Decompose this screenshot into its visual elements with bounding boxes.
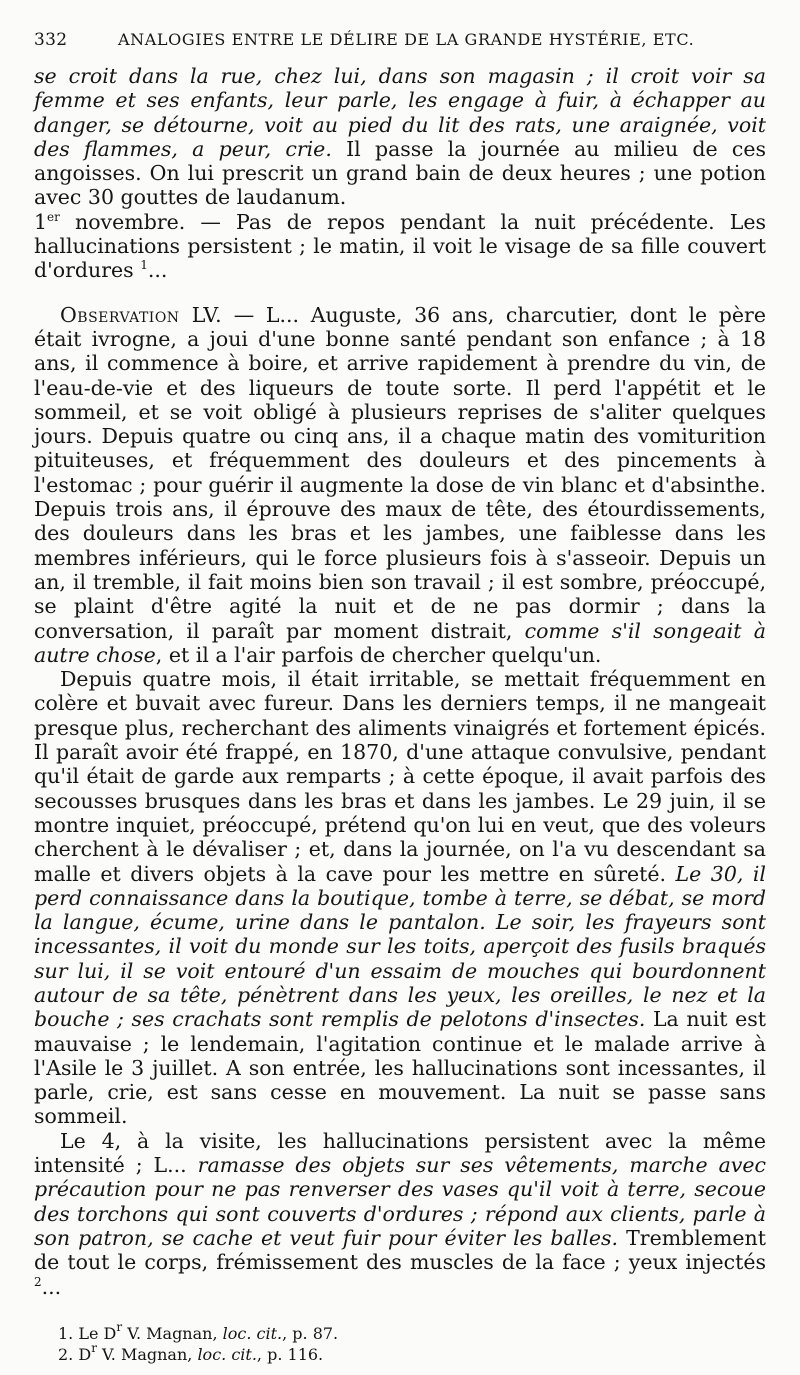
page-header: [34, 30, 766, 64]
footnote: [58, 1319, 766, 1344]
text-run: D: [78, 1344, 92, 1364]
text-run: V. Magnan,: [96, 1344, 198, 1364]
text-run: La nuit est mauvaise ; le lendemain, l'agitation continue et le malade arrive à l'Asile le 3 juillet. A son entrée, les hallucinations sont incessantes, il parle, crie, est sans cesse en mouvement. La nuit se passe sans sommeil.: [34, 1007, 766, 1129]
italic-text: comme s'il songeait à autre chose: [34, 618, 766, 667]
text-run: Il passe la journée au milieu de ces angoisses. On lui prescrit un grand bain de deux heures ; une potion avec 30 gouttes de laudanum.: [34, 136, 766, 210]
footnote-ref: 1: [140, 258, 148, 273]
italic-text: ramasse des objets sur ses vêtements, marche avec précaution pour ne pas renverser des vases qu'il voit à terre, secoue des torchons qui sont couverts d'ordures ; répond aux clients, parle à son patron, se cache et veut fuir pour éviter les balles.: [34, 1153, 766, 1250]
paragraph-observation: [34, 303, 766, 667]
text-run: 1: [34, 209, 48, 234]
page-body: [34, 64, 766, 1299]
footnote: [58, 1340, 766, 1365]
text-run: Le D: [78, 1323, 117, 1343]
text-run: — L... Auguste, 36 ans, charcutier, dont le père était ivrogne, a joui d'une bonne santé pendant son enfance ; à 18 ans, il commence à boire, et arrive rapidement à prendre du vin, de l'eau-de-vie et des liqueurs de toute sorte. Il perd l'appétit et le sommeil, et se voit obligé à plusieurs reprises de s'aliter quelques jours. Depuis quatre ou cinq ans, il a chaque matin des vomiturition pituiteuses, et fréquemment des douleurs et des pincements à l'estomac ; pour guérir il augmente la dose de vin blanc et d'absinthe. Depuis trois ans, il éprouve des maux de tête, des étourdissements, des douleurs dans les bras et les jambes, une faiblesse dans les membres inférieurs, qui le force plusieurs fois à s'asseoir. Depuis un an, il tremble, il fait moins bien son travail ; il est sombre, préoccupé, se plaint d'être agité la nuit et de ne pas dormir ; dans la conversation, il paraît par moment distrait,: [34, 302, 766, 643]
italic-text: loc. cit.: [197, 1344, 257, 1364]
text-run: , p. 116.: [256, 1344, 324, 1364]
paragraph-history: [34, 667, 766, 1129]
italic-text: loc. cit.: [222, 1323, 283, 1343]
text-run: Tremblement de tout le corps, frémissement des muscles de la face ; yeux injectés: [34, 1225, 766, 1275]
text-run: , p. 87.: [282, 1323, 339, 1343]
observation-label: Observation LV.: [60, 302, 223, 327]
text-run: novembre. — Pas de repos pendant la nuit précédente. Les hallucinations persistent ; le matin, il voit le visage de sa fille couvert d'ordures: [34, 209, 766, 283]
paragraph-continuation: [34, 64, 766, 210]
footnote-ref: 2: [34, 1274, 42, 1289]
superscript: er: [47, 209, 60, 224]
italic-text: Le 30, il perd connaissance dans la boutique, tombe à terre, se débat, se mord la langue, écume, urine dans le pantalon. Le soir, les frayeurs sont incessantes, il voit du monde sur les toits, aperçoit des fusils braqués sur lui, il se voit entouré d'un essaim de mouches qui bourdonnent autour de sa tête, pénètrent dans les yeux, les oreilles, le nez et la bouche ; ses crachats sont remplis de pelotons d'insectes.: [34, 861, 766, 1032]
text-run: ...: [147, 258, 168, 283]
paragraph-visit: [34, 1129, 766, 1299]
superscript: r: [116, 1319, 123, 1334]
page-number: 332: [34, 30, 68, 50]
running-title: ANALOGIES ENTRE LE DÉLIRE DE LA GRANDE HYSTÉRIE, ETC.: [118, 30, 695, 49]
text-run: Depuis quatre mois, il était irritable, se mettait fréquemment en colère et buvait avec fureur. Dans les derniers temps, il ne mangeait presque plus, recherchant des aliments vinaigrés et fortement épicés. Il paraît avoir été frappé, en 1870, d'une attaque convulsive, pendant qu'il était de garde aux remparts ; à cette époque, il avait parfois des secousses brusques dans les bras et dans les jambes. Le 29 juin, il se montre inquiet, préoccupé, prétend qu'on lui en veut, que des voleurs cherchent à le dévaliser ; et, dans la journée, on l'a vu descendant sa malle et divers objets à la cave pour les mettre en sûreté.: [34, 667, 766, 886]
text-run: Le 4, à la visite, les hallucinations persistent avec la même intensité ; L...: [34, 1128, 766, 1178]
text-run: V. Magnan,: [122, 1323, 223, 1343]
text-run: , et il a l'air parfois de chercher quelqu'un.: [155, 642, 602, 667]
footnote-number: 2.: [58, 1344, 79, 1364]
paragraph-november: [34, 210, 766, 283]
superscript: r: [91, 1340, 97, 1355]
footnotes: [34, 1319, 766, 1365]
footnote-number: 1.: [58, 1323, 79, 1343]
italic-text: se croit dans la rue, chez lui, dans son magasin ; il croit voir sa femme et ses enfants, leur parle, les engage à fuir, à échapper au danger, se détourne, voit au pied du lit des rats, une araignée, voit des flammes, a peur, crie.: [34, 64, 766, 161]
text-run: ...: [41, 1274, 62, 1299]
